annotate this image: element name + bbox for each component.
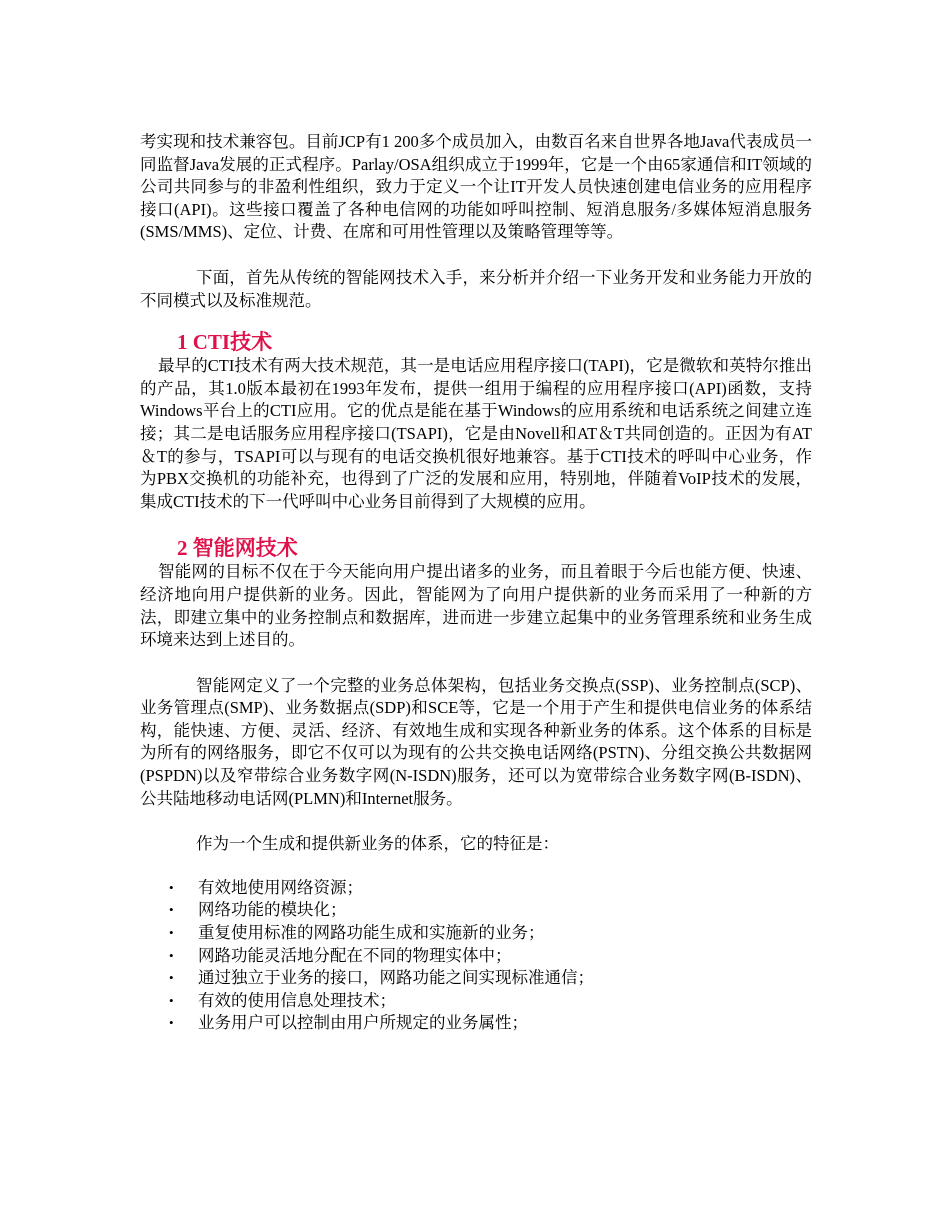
list-item: • 网路功能灵活地分配在不同的物理实体中； (140, 945, 812, 968)
bullet-icon: • (169, 970, 174, 986)
list-item: • 网络功能的模块化； (140, 899, 812, 922)
intro-paragraph: 考实现和技术兼容包。目前JCP有1 200多个成员加入，由数百名来自世界各地Java代表成员一同监督Java发展的正式程序。Parlay/OSA组织成立于1999年，它是一个由65家通信和IT领域的公司共同参与的非盈利性组织，致力于定义一个让IT开发人员快速创建电信业务的应用程序接口(API)。这些接口覆盖了各种电信网的功能如呼叫控制、短消息服务/多媒体短消息服务(SMS/MMS)、定位、计费、在席和可用性管理以及策略管理等等。 (140, 132, 812, 242)
bullet-icon: • (169, 1015, 174, 1031)
bullet-icon: • (169, 902, 174, 918)
features-intro: 作为一个生成和提供新业务的体系，它的特征是： (196, 834, 559, 854)
list-item: • 有效地使用网络资源； (140, 877, 812, 900)
overview-paragraph: 下面，首先从传统的智能网技术入手，来分析并介绍一下业务开发和业务能力开放的不同模式以及标准规范。 (140, 267, 812, 310)
section-2-heading: 2 智能网技术 (177, 536, 298, 561)
bullet-icon: • (169, 947, 174, 963)
bullet-icon: • (169, 992, 174, 1008)
list-item: • 重复使用标准的网路功能生成和实施新的业务； (140, 922, 812, 945)
section-2-body-1: 智能网的目标不仅在于今天能向用户提出诸多的业务，而且着眼于今后也能方便、快速、经济地向用户提供新的业务。因此，智能网为了向用户提供新的业务而采用了一种新的方法，即建立集中的业务控制点和数据库，进而进一步建立起集中的业务管理系统和业务生成环境来达到上述目的。 (140, 562, 812, 650)
list-item: • 业务用户可以控制由用户所规定的业务属性； (140, 1012, 812, 1035)
document-page (140, 131, 812, 1035)
features-list (140, 877, 812, 1035)
section-2-body-2: 智能网定义了一个完整的业务总体架构，包括业务交换点(SSP)、业务控制点(SCP)、业务管理点(SMP)、业务数据点(SDP)和SCE等，它是一个用于产生和提供电信业务的体系结构，能快速、方便、灵活、经济、有效地生成和实现各种新业务的体系。这个体系的目标是为所有的网络服务，即它不仅可以为现有的公共交换电话网络(PSTN)、分组交换公共数据网(PSPDN)以及窄带综合业务数字网(N-ISDN)服务，还可以为宽带综合业务数字网(B-ISDN)、公共陆地移动电话网(PLMN)和Internet服务。 (140, 675, 812, 808)
section-1-heading: 1 CTI技术 (177, 330, 273, 355)
list-item: • 通过独立于业务的接口，网路功能之间实现标准通信； (140, 967, 812, 990)
list-item: • 有效的使用信息处理技术； (140, 990, 812, 1013)
bullet-icon: • (169, 925, 174, 941)
section-1-body: 最早的CTI技术有两大技术规范，其一是电话应用程序接口(TAPI)，它是微软和英特尔推出的产品，其1.0版本最初在1993年发布，提供一组用于编程的应用程序接口(API)函数，支持Windows平台上的CTI应用。它的优点是能在基于Windows的应用系统和电话系统之间建立连接；其二是电话服务应用程序接口(TSAPI)，它是由Novell和AT＆T共同创造的。正因为有AT＆T的参与，TSAPI可以与现有的电话交换机很好地兼容。基于CTI技术的呼叫中心业务，作为PBX交换机的功能补充，也得到了广泛的发展和应用，特别地，伴随着VoIP技术的发展，集成CTI技术的下一代呼叫中心业务目前得到了大规模的应用。 (140, 356, 812, 511)
bullet-icon: • (169, 879, 174, 895)
